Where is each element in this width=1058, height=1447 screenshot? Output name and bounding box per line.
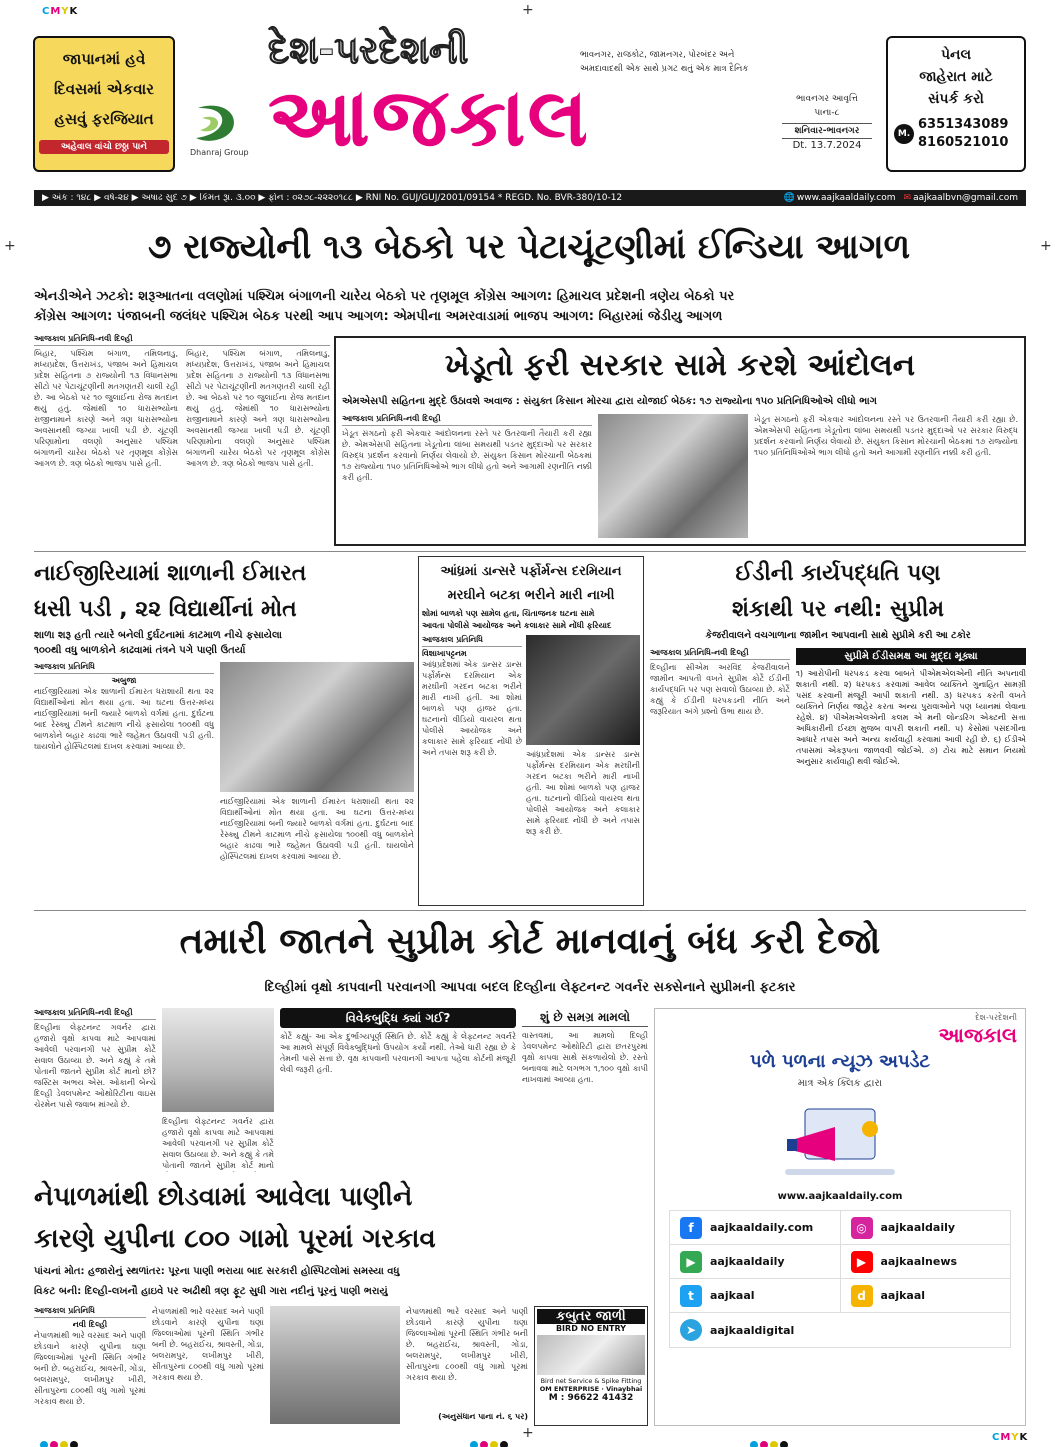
andhra-dateline: વિશાખાપટ્ટનમ [422, 649, 467, 658]
farmers-subheadline: એમએસપી સહિતના મુદ્દે ઉઠાવશે અવાજ : સંયુક્ત કિસાન મોરચા દ્વારા યોજાઈ બેઠક: ૧૭ રાજ્યોના ૧૫૦ પ્રતિનિધિઓએ લીધો ભાગ [342, 396, 877, 407]
farmers-body: ખેડૂત સંગઠનો ફરી એકવાર આંદોલનના રસ્તે પર ઉતરવાની તૈયારી કરી રહ્યા છે. એમએસપી સહિતના ખેડૂતોના લાંબા સમયથી પડતર મુદ્દાઓ પર સરકાર વિરુદ્ધ પ્રદર્શન કરવાનો નિર્ણય લેવાયો છે. સંયુક્ત કિસાન મોરચાની બેઠકમાં ૧૭ રાજ્યોના ૧૫૦ પ્રતિનિધિઓએ ભાગ લીધો હતો અને આગામી રણનીતિ નક્કી કરી હતી. [342, 429, 592, 482]
andhra-subheadline: આવતા પોલીસે આયોજક અને કલાકાર સામે નોંધી ફરિયાદ [422, 621, 612, 630]
supreme-byline: આજકાલ પ્રતિનિધિ-નવી દિલ્હી [34, 1008, 156, 1020]
left-promo-line: જાપાનમાં હવે [62, 50, 146, 68]
color-dots [750, 1434, 790, 1447]
edition-label: ભાવનગર આવૃત્તિ [796, 94, 858, 104]
supreme-court-building-photo [162, 1008, 274, 1112]
nepal-subheadline: પાંચનાં મોત: હજારોનું સ્થળાંતર: પૂરના પાણી ભરાયા બાદ સરકારી હોસ્પિટલોમાં સમસ્યા વધુ [34, 1266, 400, 1277]
vivek-title: વિવેકબુદ્ધિ ક્યાં ગઈ? [280, 1008, 516, 1028]
masthead-cities [580, 48, 770, 76]
ed-article [650, 556, 1026, 906]
nigeria-headline[interactable]: નાઈજીરિયામાં શાળાની ઈમારત [34, 561, 307, 586]
nepal-dateline: નવી દિલ્હી [72, 1320, 108, 1329]
mobile-icon: M. [894, 124, 914, 144]
andhra-byline: આજકાલ પ્રતિનિધિ [422, 635, 522, 647]
kabutar-line: Bird net Service & Spike Fitting [540, 1377, 642, 1385]
shu-body: વાસ્તવમાં, આ મામલો દિલ્હી ડેવલપમેન્ટ ઓથોરિટી દ્વારા છતરપુરમાં વૃક્ષો કાપવા સાથે સંકળાયેલો છે. રસ્તો બનાવવા માટે લગભગ ૧,૧૦૦ વૃક્ષો કાપી નાખવામાં આવ્યા હતા. [522, 1031, 648, 1084]
ed-headline[interactable]: ઈડીની કાર્યપદ્ધતિ પણ [735, 561, 941, 586]
cities-line: ભાવનગર, રાજકોટ, જામનગર, પોરબંદર અને [580, 50, 735, 60]
day-label: શનિવાર-ભાવનગર [782, 123, 872, 139]
date-label: Dt. 13.7.2024 [792, 140, 862, 151]
ed-subheadline: કેજરીવાલને વચગાળાના જામીન આપવાની સાથે સુપ્રીમે કરી આ ટકોર [705, 630, 971, 641]
instagram-icon: ◎ [851, 1217, 873, 1239]
kabutar-phone[interactable]: M : 96622 41432 [548, 1393, 634, 1403]
lead-subheadline: એનડીએને ઝટકો: શરૂઆતના વલણોમાં પશ્ચિમ બંગાળની ચારેય બેઠકો પર તૃણમૂલ કોંગ્રેસ આગળ: હિમાચલ પ્રદેશની ત્રણેય બેઠકો પર [34, 289, 735, 304]
registration-mark: + [522, 1425, 534, 1441]
lead-byline: આજકાલ પ્રતિનિધિ-નવી દિલ્હી [34, 334, 330, 346]
dhanraj-logo [192, 100, 242, 146]
bird-net-photo [537, 1335, 645, 1375]
nigeria-headline[interactable]: ધસી પડી , ૨૨ વિદ્યાર્થીનાં મોત [34, 597, 297, 622]
lead-headline[interactable]: ૭ રાજ્યોની ૧૩ બેઠકો પર પેટાચૂંટણીમાં ઈન્ડિયા આગળ [147, 227, 911, 267]
shu-title: શું છે સમગ્ર મામલો [522, 1008, 648, 1027]
right-promo-line: પેનલ [940, 47, 972, 63]
telegram-handle: aajkaaldigital [710, 1323, 795, 1337]
vivek-box [280, 1008, 516, 1170]
nigeria-body: નાઈજીરિયામાં એક શાળાની ઈમારત ધરાશાયી થતા ૨૨ વિદ્યાર્થીઓનાં મોત થયા હતા. આ ઘટના ઉત્તર-મધ્ય નાઈજીરિયામાં બની જ્યારે બાળકો વર્ગમાં હતા. દુર્ઘટના બાદ રેસ્ક્યુ ટીમને કાટમાળ નીચે ફસાયેલા ૧૦૦થી વધુ બાળકોને બહાર કાઢવા ભારે જહેમત ઉઠાવવી પડી હતી. ઘાયલોને હોસ્પિટલમાં દાખલ કરવામાં આવ્યા છે. [34, 687, 214, 751]
nepal-subheadline: વિકટ બની: દિલ્હી-લખનૌ હાઇવે પર અઢીથી ત્રણ ફૂટ સુધી ગારા નદીનું પૂરનું પાણી ભરાયું [34, 1286, 388, 1297]
telegram-icon: ➤ [680, 1319, 702, 1341]
megaphone-icon [655, 1099, 1025, 1189]
facebook-icon: f [680, 1217, 702, 1239]
andhra-subheadline: શોમાં બાળકો પણ સામેલ હતા, ચિંતાજનક ઘટના સામે [422, 609, 595, 618]
instagram-row[interactable] [841, 1211, 1011, 1245]
nigeria-subheadline: ૧૦૦થી વધુ બાળકોને કાઢવામાં તંત્રને પગે પાણી ઉતર્યા [34, 645, 246, 656]
andhra-body: આંધ્રપ્રદેશમાં એક ડાન્સર ડાન્સ પર્ફોર્મન્સ દરમિયાન એક મરઘીની ગરદન બટકા ભરીને મારી નાખી હતી. આ શોમાં બાળકો પણ હાજર હતા. ઘટનાનો વીડિયો વાયરલ થતા પોલીસે આયોજક અને કલાકાર સામે ફરિયાદ નોંધી છે અને તપાસ શરૂ કરી છે. [422, 660, 522, 757]
nigeria-article [34, 556, 414, 906]
cmyk-mark-bottom: CMYK [992, 1432, 1029, 1443]
ed-box-body: ૧) આરોપીની ધરપકડ કરવા બાબતે પીએમએલએની નીતિ અપનાવી શકાતી નથી. ૨) ધરપકડ કરવામાં આવેલ વ્યક્તિને ગુનાહિત સામગ્રી પસંદ કરવાની મંજૂરી આપી શકાતી નથી. ૩) ધરપકડ કરતી વખતે વ્યક્તિને નિર્ણય જાહેર કરતા અન્ય પુરાવાઓને પણ ધ્યાનમાં લેવાના રહેશે. ૪) પીએમએલએની કલમ એ મની લોન્ડરિંગ એક્ટની સત્તા અધિકારીની ઈચ્છા મુજબ વાપરી શકાતી નથી. ૫) કેસોમાં પસંદગીના આધારે તપાસ અને અન્ય કાર્યવાહી કરવામાં આવી રહી છે. ૬) ઈડીએ તપાસમાં એકરૂપતા જાળવવી જોઈએ. ૭) ટોચ માટે સમાન નિયમો અનુસાર કાર્યવાહી થવી જોઈએ. [796, 669, 1026, 766]
play-store-icon: ▶ [680, 1251, 702, 1273]
color-dots [470, 1434, 510, 1447]
lead-subheadline: કોંગ્રેસ આગળ: પંજાબની જલંધર પશ્ચિમ બેઠક પરથી આપ આગળ: એમપીના અમરવાડામાં ભાજપ આગળ: બિહારમાં જેડીયુ આગળ [34, 309, 723, 324]
left-promo-line: હસવું ફરજિયાત [54, 110, 154, 128]
kabutar-ad[interactable] [534, 1306, 648, 1426]
supreme-headline[interactable]: તમારી જાતને સુપ્રીમ કોર્ટ માનવાનું બંધ કરી દેજો [179, 921, 881, 962]
nepal-body: નેપાળમાંથી ભારે વરસાદ અને પાણી છોડવાને કારણે યુપીના ઘણા જિલ્લાઓમાં પૂરની સ્થિતિ ગંભીર બની છે. બહરાઈચ, શ્રાવસ્તી, ગોંડા, બલરામપુર, લખીમપુર ખીરી, સીતાપુરના ૮૦૦થી વધુ ગામો પૂરમાં ગરકાવ થયા છે. [34, 1331, 146, 1406]
twitter-handle: aajkaal [710, 1289, 755, 1302]
farmers-headline[interactable]: ખેડૂતો ફરી સરકાર સામે કરશે આંદોલન [444, 348, 916, 383]
website-link[interactable]: www.aajkaaldaily.com [796, 193, 896, 203]
andhra-headline[interactable]: મરઘીને બટકા ભરીને મારી નાખી [447, 588, 615, 603]
right-promo-line: સંપર્ક કરો [928, 91, 984, 107]
farmers-protest-photo [598, 414, 748, 538]
youtube-icon: ▶ [851, 1251, 873, 1273]
info-bar [34, 190, 1026, 206]
kabutar-line: OM ENTERPRISE · Vinaybhai [539, 1385, 643, 1393]
color-dots [40, 1434, 80, 1447]
youtube-handle: aajkaalnews [880, 1255, 958, 1268]
facebook-handle: aajkaaldaily.com [710, 1221, 814, 1234]
masthead-name: આજકાલ [268, 71, 590, 164]
divider [34, 910, 1026, 911]
ad-brand-top: દેશ-પરદેશની [975, 1013, 1017, 1022]
vivek-body: કોર્ટે કહ્યું- આ એક દુર્ભાગ્યપૂર્ણ સ્થિતિ છે. કોર્ટે કહ્યું કે લેફ્ટનન્ટ ગવર્નરે આ મામલે સંપૂર્ણ વિવેકબુદ્ધિનો ઉપયોગ કર્યો નથી. તેઓ ધારી રહ્યા છે કે તેમની પાસે સત્તા છે. વૃક્ષ કાપવાની પરવાનગી આપતા પહેલા કોર્ટની મંજૂરી લેવી જરૂરી હતી. [280, 1032, 516, 1074]
registration-mark: + [1040, 238, 1052, 254]
telegram-row[interactable] [670, 1313, 1010, 1347]
andhra-body: આંધ્રપ્રદેશમાં એક ડાન્સર ડાન્સ પર્ફોર્મન્સ દરમિયાન એક મરઘીની ગરદન બટકા ભરીને મારી નાખી હતી. આ શોમાં બાળકો પણ હાજર હતા. ઘટનાનો વીડિયો વાયરલ થતા પોલીસે આયોજક અને કલાકાર સામે ફરિયાદ નોંધી છે અને તપાસ શરૂ કરી છે. [526, 750, 640, 836]
cmyk-mark: CMYK [42, 6, 79, 17]
andhra-headline[interactable]: આંધ્રમાં ડાન્સરે પર્ફોર્મન્સ દરમિયાન [440, 564, 622, 579]
dailyhunt-handle: aajkaal [880, 1289, 926, 1302]
ad-brand: આજકાલ [938, 1023, 1017, 1047]
nepal-article [34, 1306, 648, 1426]
left-promo-box[interactable] [33, 36, 175, 172]
nepal-body: નેપાળમાંથી ભારે વરસાદ અને પાણી છોડવાને કારણે યુપીના ઘણા જિલ્લાઓમાં પૂરની સ્થિતિ ગંભીર બની છે. બહરાઈચ, શ્રાવસ્તી, ગોંડા, બલરામપુર, લખીમપુર ખીરી, સીતાપુરના ૮૦૦થી વધુ ગામો પૂરમાં ગરકાવ થયા છે. [152, 1307, 264, 1382]
nepal-continued[interactable]: (અનુસંધાન પાના નં. ૬ પર) [438, 1412, 528, 1421]
play-store-row[interactable] [670, 1245, 841, 1279]
issue-info: ▶ અંક : ૧૪૮ ▶ વર્ષ-૨૪ ▶ અષાઢ સુદ ૭ ▶ કિંમત રૂા. ૩.૦૦ ▶ ફોન : ૦૨૭૮-૨૨૨૦૧૮૮ ▶ RNI No. GUJ/GUJ/2001/09154 * REGD. No. BVR-380/10-12 [42, 193, 623, 203]
nepal-headline[interactable]: નેપાળમાંથી છોડવામાં આવેલા પાણીને [34, 1182, 413, 1212]
instagram-handle: aajkaaldaily [880, 1221, 956, 1234]
phone-number[interactable]: 6351343089 [918, 117, 1009, 132]
cities-line: અમદાવાદથી એક સાથે પ્રગટ થતું એક માત્ર દૈનિક [580, 64, 749, 74]
nepal-byline: આજકાલ પ્રતિનિધિ [34, 1306, 146, 1318]
pages-label: પાના-૮ [814, 108, 840, 118]
collapsed-building-photo [220, 662, 414, 792]
flood-photo [270, 1306, 400, 1424]
mail-icon: ✉ [903, 193, 912, 203]
lead-article [34, 334, 330, 546]
ad-title: પળે પળના ન્યૂઝ અપડેટ [749, 1051, 931, 1072]
nigeria-dateline: અબુજા [111, 676, 137, 685]
aajkaal-digital-ad[interactable] [654, 1008, 1026, 1426]
farmers-byline: આજકાલ પ્રતિનિધિ-નવી દિલ્હી [342, 414, 592, 426]
registration-mark: + [522, 2, 534, 18]
ed-byline: આજકાલ પ્રતિનિધિ-નવી દિલ્હી [650, 648, 790, 660]
lead-body: બિહાર, પશ્ચિમ બંગાળ, તમિલનાડુ, મધ્યપ્રદેશ, ઉત્તરાખંડ, પંજાબ અને હિમાચલ પ્રદેશ સહિતના ૭ રાજ્યોની ૧૩ વિધાનસભા સીટો પર પેટાચૂંટણીની મતગણતરી ચાલી રહી છે. આ બેઠકો પર ૧૦ જુલાઈના રોજ મતદાન થયું હતું. જેમાંથી ૧૦ ધારાસભ્યોના રાજીનામાને કારણે અને ત્રણ ધારાસભ્યોના અવસાનથી જગ્યા ખાલી પડી છે. ચૂંટણી પરિણામોના વલણો અનુસાર પશ્ચિમ બંગાળની ચારેય બેઠકો પર તૃણમૂલ કોંગ્રેસ આગળ છે. ત્રણ બેઠકો ભાજપ પાસે હતી. [186, 349, 330, 468]
dancer-photo [526, 635, 640, 745]
facebook-row[interactable] [670, 1211, 841, 1245]
supreme-subheadline: દિલ્હીમાં વૃક્ષો કાપવાની પરવાનગી આપવા બદલ દિલ્હીના લેફ્ટનન્ટ ગવર્નર સક્સેનાને સુપ્રીમની ફટકાર [264, 980, 796, 995]
play-store-handle: aajkaaldaily [710, 1255, 785, 1268]
right-promo-line: જાહેરાત માટે [919, 69, 993, 85]
ed-box-title: સુપ્રીમે ઈડીસમક્ષ આ મુદ્દા મૂક્યા [796, 648, 1026, 665]
youtube-row[interactable] [841, 1245, 1011, 1279]
nepal-body: નેપાળમાંથી ભારે વરસાદ અને પાણી છોડવાને કારણે યુપીના ઘણા જિલ્લાઓમાં પૂરની સ્થિતિ ગંભીર બની છે. બહરાઈચ, શ્રાવસ્તી, ગોંડા, બલરામપુર, લખીમપુર ખીરી, સીતાપુરના ૮૦૦થી વધુ ગામો પૂરમાં ગરકાવ થયા છે. [406, 1307, 528, 1382]
supreme-body: દિલ્હીના લેફ્ટનન્ટ ગવર્નર દ્વારા હજારો વૃક્ષો કાપવા માટે આપવામાં આવેલી પરવાનગી પર સુપ્રીમ કોર્ટે સવાલ ઉઠાવ્યા છે. અને કહ્યું કે તમે પોતાની જાતને સુપ્રીમ કોર્ટ માનો છો? જસ્ટિસ અભય એસ. ઓકાની બેન્ચે દિલ્હી ડેવલપમેન્ટ ઓથોરિટીના વાઇસ ચેરમેન પાસે જવાબ માંગ્યો છે. [34, 1023, 156, 1109]
ed-headline[interactable]: શંકાથી પર નથી: સુપ્રીમ [732, 597, 944, 622]
twitter-row[interactable] [670, 1279, 841, 1313]
nigeria-body: નાઈજીરિયામાં એક શાળાની ઈમારત ધરાશાયી થતા ૨૨ વિદ્યાર્થીઓનાં મોત થયા હતા. આ ઘટના ઉત્તર-મધ્ય નાઈજીરિયામાં બની જ્યારે બાળકો વર્ગમાં હતા. દુર્ઘટના બાદ રેસ્ક્યુ ટીમને કાટમાળ નીચે ફસાયેલા ૧૦૦થી વધુ બાળકોને બહાર કાઢવા ભારે જહેમત ઉઠાવવી પડી હતી. ઘાયલોને હોસ્પિટલમાં દાખલ કરવામાં આવ્યા છે. [220, 797, 414, 861]
edition-info [782, 92, 872, 153]
kabutar-title: કબુતર જાળી [537, 1309, 645, 1324]
supreme-article [34, 1008, 274, 1170]
dailyhunt-icon: d [851, 1285, 873, 1307]
left-promo-tag: અહેવાલ વાંચો છઠ્ઠા પાને [39, 140, 169, 154]
globe-icon: 🌐 [783, 193, 795, 203]
kabutar-subtitle: BIRD NO ENTRY [555, 1324, 627, 1333]
ad-url[interactable]: www.aajkaaldaily.com [777, 1191, 903, 1202]
lead-body: બિહાર, પશ્ચિમ બંગાળ, તમિલનાડુ, મધ્યપ્રદેશ, ઉત્તરાખંડ, પંજાબ અને હિમાચલ પ્રદેશ સહિતના ૭ રાજ્યોની ૧૩ વિધાનસભા સીટો પર પેટાચૂંટણીની મતગણતરી ચાલી રહી છે. આ બેઠકો પર ૧૦ જુલાઈના રોજ મતદાન થયું હતું. જેમાંથી ૧૦ ધારાસભ્યોના રાજીનામાને કારણે અને ત્રણ ધારાસભ્યોના અવસાનથી જગ્યા ખાલી પડી છે. ચૂંટણી પરિણામોના વલણો અનુસાર પશ્ચિમ બંગાળની ચારેય બેઠકો પર તૃણમૂલ કોંગ્રેસ આગળ છે. ત્રણ બેઠકો ભાજપ પાસે હતી. [34, 349, 178, 468]
farmers-article [334, 336, 1026, 546]
ad-subtitle: માત્ર એક ક્લિક દ્વારા [797, 1078, 883, 1089]
right-promo-box[interactable] [886, 36, 1026, 172]
phone-number[interactable]: 8160521010 [918, 135, 1009, 150]
twitter-icon: t [680, 1285, 702, 1307]
nigeria-subheadline: શાળા શરૂ હતી ત્યારે બનેલી દુર્ઘટનામાં કાટમાળ નીચે ફસાયેલા [34, 630, 282, 641]
masthead-top-line: દેશ-પરદેશની [268, 28, 469, 72]
group-name: Dhanraj Group [190, 148, 249, 157]
divider [34, 551, 1026, 552]
dailyhunt-row[interactable] [841, 1279, 1011, 1313]
left-promo-line: દિવસમાં એકવાર [54, 80, 154, 98]
nepal-headline[interactable]: કારણે યુપીના ૮૦૦ ગામો પૂરમાં ગરકાવ [34, 1224, 436, 1254]
nigeria-byline: આજકાલ પ્રતિનિધિ [34, 662, 214, 674]
andhra-article [418, 556, 644, 906]
registration-mark: + [4, 238, 16, 254]
shu-box [522, 1008, 648, 1170]
farmers-body: ખેડૂત સંગઠનો ફરી એકવાર આંદોલનના રસ્તે પર ઉતરવાની તૈયારી કરી રહ્યા છે. એમએસપી સહિતના ખેડૂતોના લાંબા સમયથી પડતર મુદ્દાઓ પર સરકાર વિરુદ્ધ પ્રદર્શન કરવાનો નિર્ણય લેવાયો છે. સંયુક્ત કિસાન મોરચાની બેઠકમાં ૧૭ રાજ્યોના ૧૫૦ પ્રતિનિધિઓએ ભાગ લીધો હતો અને આગામી રણનીતિ નક્કી કરી હતી. [754, 415, 1018, 457]
email-link[interactable]: aajkaalbvn@gmail.com [913, 193, 1018, 203]
ed-body: દિલ્હીના સીએમ અરવિંદ કેજરીવાલને જામીન આપતી વખતે સુપ્રીમ કોર્ટે ઈડીની કાર્યપદ્ધતિ પર પણ સવાલો ઉઠાવ્યા છે. કોર્ટે કહ્યું કે ઈડીની ધરપકડની નીતિ અને જરૂરિયાત અંગે પ્રશ્નો ઉભા થાય છે. [650, 663, 790, 716]
supreme-body: દિલ્હીના લેફ્ટનન્ટ ગવર્નર દ્વારા હજારો વૃક્ષો કાપવા માટે આપવામાં આવેલી પરવાનગી પર સુપ્રીમ કોર્ટે સવાલ ઉઠાવ્યા છે. અને કહ્યું કે તમે પોતાની જાતને સુપ્રીમ કોર્ટ માનો [162, 1117, 274, 1170]
